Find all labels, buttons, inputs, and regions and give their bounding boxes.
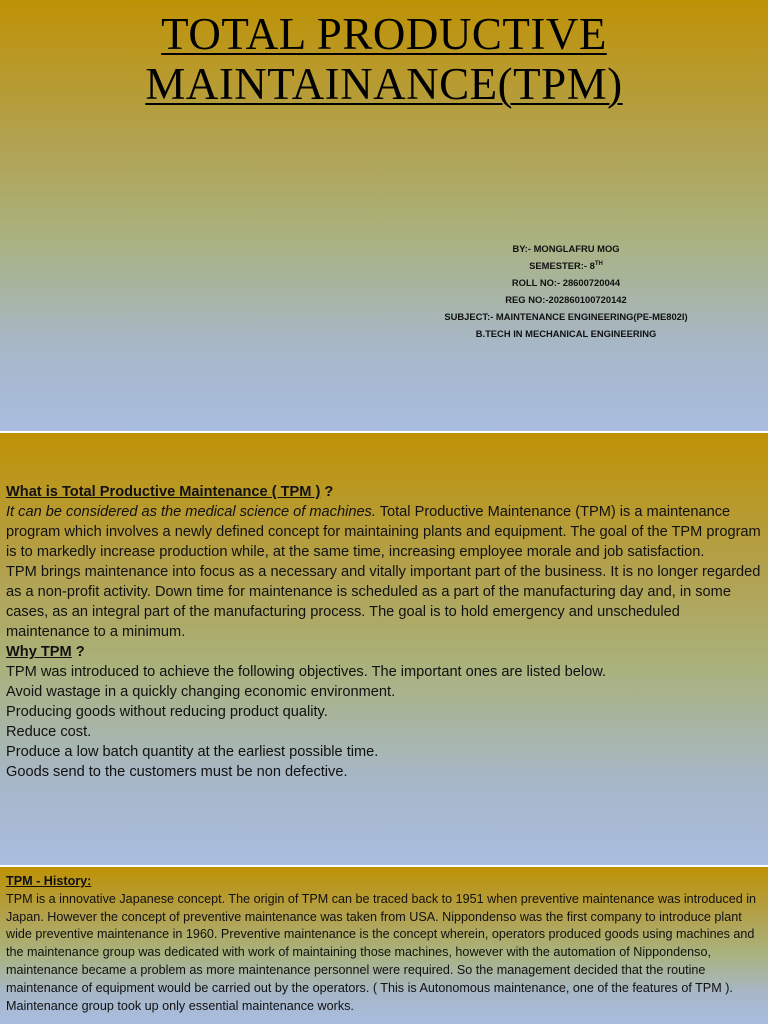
- title-line-1: TOTAL PRODUCTIVE: [161, 9, 607, 59]
- definition-paragraph: [6, 502, 762, 562]
- objective-item: Goods send to the customers must be non defective.: [6, 764, 348, 780]
- objective-item: Producing goods without reducing product quality.: [6, 704, 328, 720]
- objective-item: Reduce cost.: [6, 724, 92, 740]
- objective-item: Avoid wastage in a quickly changing economic environment.: [6, 684, 396, 700]
- subject: SUBJECT:- MAINTENANCE ENGINEERING(PE-ME802I): [444, 311, 688, 322]
- slide-what-is-tpm: [0, 433, 768, 865]
- slide-tpm-history: [0, 867, 768, 1024]
- what-is-tpm-heading-line: [6, 482, 762, 502]
- author-name: BY:- MONGLAFRU MOG: [512, 243, 620, 254]
- title-line-2: MAINTAINANCE(TPM): [145, 59, 623, 109]
- roll-number: ROLL NO:- 28600720044: [511, 277, 621, 288]
- what-is-tpm-heading: What is Total Productive Maintenance ( TPM ): [6, 484, 321, 500]
- history-heading: TPM - History:: [6, 874, 92, 888]
- slide-title: [0, 0, 768, 431]
- semester-suffix: TH: [594, 260, 603, 267]
- history-paragraph: TPM is a innovative Japanese concept. The origin of TPM can be traced back to 1951 when preventive maintenance was introduced in Japan. However the concept of preventive maintenance was taken from USA. Nippondenso was the first company to introduce plant wide preventive maintenance in 1960. Preventive maintenance is the concept wherein, operators produced goods using machines and the maintenance group was dedicated with work of maintaining those machines, however with the automation of Nippondenso, maintenance became a problem as more maintenance personnel were required. So the management decided that the routine maintenance of equipment would be carried out by the operators. ( This is Autonomous maintenance, one of the features of TPM ). Maintenance group took up only essential maintenance works.: [6, 891, 756, 1013]
- heading-question-mark: ?: [71, 644, 85, 660]
- definition-text: Total Productive Maintenance (TPM) is a maintenance program which involves a newly defined concept for maintaining plants and equipment. The goal of the TPM program is to markedly increase production while, at the same time, increasing employee morale and job satisfaction.: [6, 504, 761, 560]
- reg-number: REG NO:-202860100720142: [505, 294, 627, 305]
- why-tpm-heading: Why TPM: [6, 644, 72, 660]
- course: B.TECH IN MECHANICAL ENGINEERING: [475, 328, 657, 339]
- slide-2-body: [6, 482, 762, 782]
- semester-text: SEMESTER:- 8: [529, 260, 595, 271]
- semester: [440, 257, 692, 274]
- definition-lead: It can be considered as the medical science of machines.: [6, 504, 376, 520]
- objective-item: Produce a low batch quantity at the earliest possible time.: [6, 744, 379, 760]
- objectives-intro: TPM was introduced to achieve the following objectives. The important ones are listed below.: [6, 664, 607, 680]
- heading-question-mark: ?: [320, 484, 334, 500]
- focus-paragraph: TPM brings maintenance into focus as a necessary and vitally important part of the business. It is no longer regarded as a non-profit activity. Down time for maintenance is scheduled as a part of the manufacturing day and, in some cases, as an integral part of the manufacturing process. The goal is to hold emergency and unscheduled maintenance to a minimum.: [6, 564, 761, 640]
- slide-3-body: [6, 873, 764, 1015]
- author-block: [440, 240, 692, 342]
- why-tpm-heading-line: [6, 642, 762, 662]
